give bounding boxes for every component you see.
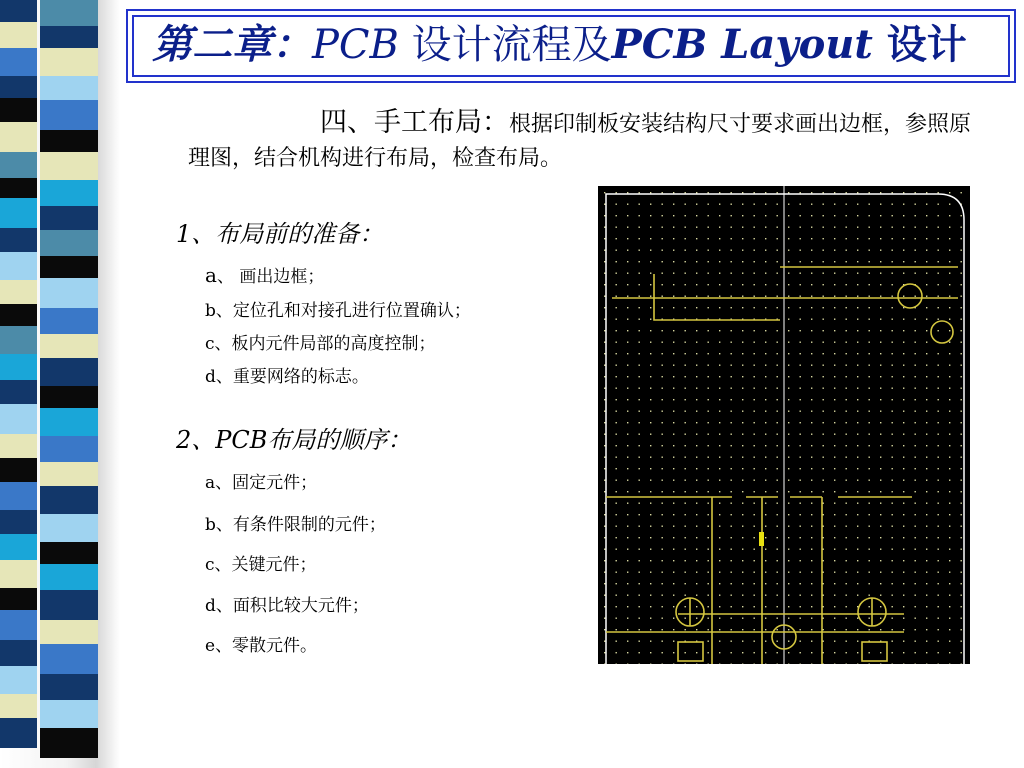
section2-item-d (205, 591, 369, 616)
stripe-block (40, 152, 98, 180)
stripe-block (0, 588, 37, 610)
stripe-block (40, 278, 98, 308)
stripe-block (40, 590, 98, 620)
item-text: 、重要网络的标志。 (215, 367, 369, 387)
stripe-block (0, 458, 37, 482)
stripe-block (0, 718, 37, 748)
stripe-block (40, 564, 98, 590)
stripe-block (0, 640, 37, 666)
item-text: 、面积比较大元件； (215, 596, 369, 616)
item-letter: d (205, 596, 216, 616)
stripe-block (40, 700, 98, 728)
stripe-block (40, 386, 98, 408)
item-letter: d (205, 367, 216, 387)
stripe-block (0, 534, 37, 560)
stripe-block (40, 100, 98, 130)
section1-item-a (205, 262, 324, 287)
slide-title (152, 21, 967, 69)
stripe-block (0, 510, 37, 534)
stripe-block (0, 560, 37, 588)
stripe-block (0, 152, 37, 178)
stripe-block (40, 180, 98, 206)
item-letter: b (205, 515, 216, 535)
intro-paragraph (188, 106, 978, 176)
stripe-block (40, 674, 98, 700)
section2-item-b (205, 510, 386, 535)
stripe-column-left (0, 0, 37, 748)
stripe-block (0, 280, 37, 304)
stripe-block (0, 404, 37, 434)
pcb-component-marker (759, 532, 764, 546)
item-text: 、固定元件； (215, 473, 318, 493)
item-letter: b (205, 301, 216, 321)
stripe-block (40, 206, 98, 230)
stripe-block (0, 98, 37, 122)
stripe-block (0, 326, 37, 354)
stripe-block (40, 76, 98, 100)
stripe-block (0, 380, 37, 404)
section2-item-e (205, 631, 317, 656)
stripe-block (40, 644, 98, 674)
stripe-block (40, 230, 98, 256)
section1-item-c (205, 329, 436, 354)
item-letter: a (205, 473, 216, 493)
stripe-block (0, 122, 37, 152)
stripe-block (0, 178, 37, 198)
stripe-block (40, 26, 98, 48)
section2-item-a (205, 468, 317, 493)
item-text: 、关键元件； (214, 555, 317, 575)
stripe-block (40, 130, 98, 152)
title-pcb: PCB (312, 22, 399, 68)
item-text: 、零散元件。 (215, 636, 318, 656)
title-middle: 设计流程及 (398, 22, 612, 68)
section2-title: 2、PCB布局的顺序： (176, 426, 412, 454)
section1-item-d (205, 362, 369, 387)
stripe-block (40, 436, 98, 462)
title-pcb-layout: PCB Layout (611, 21, 873, 68)
item-letter: c (205, 334, 215, 354)
stripe-block (0, 48, 37, 76)
decorative-stripe (0, 0, 120, 768)
stripe-block (0, 0, 37, 22)
stripe-block (40, 308, 98, 334)
stripe-block (40, 48, 98, 76)
stripe-block (40, 620, 98, 644)
stripe-block (0, 354, 37, 380)
stripe-block (0, 694, 37, 718)
title-design: 设计 (872, 21, 967, 68)
stripe-block (0, 228, 37, 252)
item-letter: e (205, 636, 216, 656)
stripe-block (0, 610, 37, 640)
stripe-block (40, 486, 98, 514)
stripe-block (0, 22, 37, 48)
item-text: 、 画出边框； (216, 267, 325, 287)
section1-title: 1、布局前的准备： (176, 220, 384, 248)
stripe-block (40, 462, 98, 486)
stripe-block (40, 256, 98, 278)
stripe-block (40, 514, 98, 542)
item-text: 、板内元件局部的高度控制； (214, 334, 436, 354)
stripe-block (0, 482, 37, 510)
item-text: 、定位孔和对接孔进行位置确认； (215, 301, 471, 321)
section1-item-b (205, 296, 471, 321)
stripe-column-right (40, 0, 98, 758)
stripe-block (40, 408, 98, 436)
stripe-block (0, 252, 37, 280)
stripe-block (0, 304, 37, 326)
stripe-block (0, 76, 37, 98)
stripe-block (0, 434, 37, 458)
stripe-block (40, 334, 98, 358)
stripe-block (40, 728, 98, 758)
title-frame (126, 9, 1016, 83)
section2-item-c (205, 550, 317, 575)
item-letter: a (205, 263, 217, 287)
stripe-block (0, 666, 37, 694)
intro-heading: 四、手工布局： (320, 107, 509, 138)
stripe-block (40, 542, 98, 564)
pcb-layout-image (598, 186, 970, 664)
stripe-block (0, 198, 37, 228)
title-chapter: 第二章： (152, 21, 312, 68)
stripe-block (40, 358, 98, 386)
item-letter: c (205, 555, 215, 575)
intro-text: 根据印制板安装结构尺寸要求画出边框，参照原理图，结合机构进行布局，检查布局。 (188, 112, 972, 171)
stripe-block (40, 0, 98, 26)
item-text: 、有条件限制的元件； (215, 515, 386, 535)
